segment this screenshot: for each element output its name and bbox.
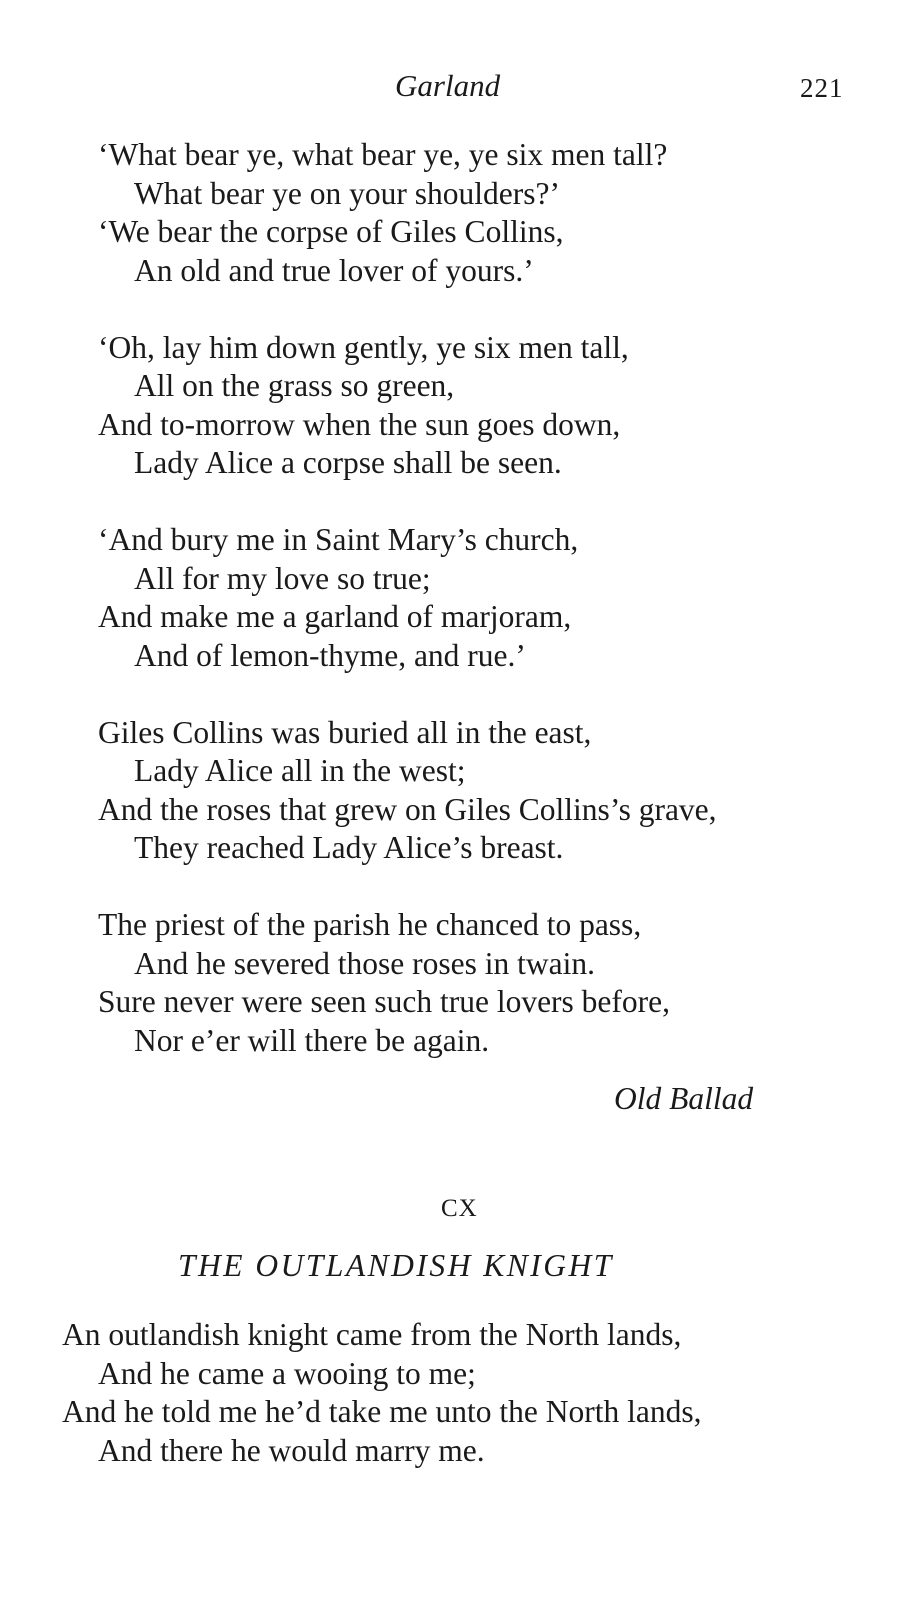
- stanza: [62, 1316, 892, 1470]
- verse-line: And he told me he’d take me unto the North lands,: [62, 1394, 702, 1429]
- verse-line: And he severed those roses in twain.: [134, 945, 596, 981]
- section-number: CX: [441, 1195, 478, 1222]
- stanza: [98, 906, 888, 1060]
- running-head: [0, 66, 918, 106]
- verse-line: ‘What bear ye, what bear ye, ye six men tall?: [98, 137, 668, 172]
- verse-line: Lady Alice a corpse shall be seen.: [134, 445, 562, 480]
- verse-line: All on the grass so green,: [134, 368, 455, 403]
- verse-line: And there he would marry me.: [98, 1432, 485, 1468]
- verse-line: They reached Lady Alice’s breast.: [134, 830, 564, 865]
- verse-line: And to-morrow when the sun goes down,: [98, 406, 621, 442]
- verse-line: An old and true lover of yours.’: [134, 252, 534, 288]
- verse-line: And of lemon-thyme, and rue.’: [134, 637, 526, 673]
- verse-line: Giles Collins was buried all in the east,: [98, 714, 592, 750]
- verse-line: All for my love so true;: [134, 560, 431, 596]
- stanza: [98, 136, 888, 290]
- stanza: [98, 714, 888, 868]
- verse-line: ‘Oh, lay him down gently, ye six men tall,: [98, 329, 629, 365]
- stanza: [98, 329, 888, 483]
- verse-line: ‘We bear the corpse of Giles Collins,: [98, 214, 564, 249]
- page-number: 221: [800, 73, 844, 103]
- verse-line: And he came a wooing to me;: [98, 1355, 476, 1391]
- verse-line: What bear ye on your shoulders?’: [134, 175, 560, 211]
- verse-line: And make me a garland of marjoram,: [98, 599, 572, 634]
- stanza: [98, 521, 888, 675]
- poem-attribution: Old Ballad: [614, 1081, 754, 1116]
- verse-line: And the roses that grew on Giles Collins’s grave,: [98, 791, 717, 827]
- verse-line: Lady Alice all in the west;: [134, 753, 466, 788]
- verse-line: The priest of the parish he chanced to pass,: [98, 907, 642, 942]
- section-title: THE OUTLANDISH KNIGHT: [178, 1248, 614, 1283]
- running-title: Garland: [395, 68, 501, 103]
- verse-line: Sure never were seen such true lovers before,: [98, 984, 670, 1019]
- verse-line: ‘And bury me in Saint Mary’s church,: [98, 522, 579, 557]
- verse-line: Nor e’er will there be again.: [134, 1022, 490, 1058]
- poem-body: [98, 136, 888, 1099]
- verse-line: An outlandish knight came from the North lands,: [62, 1317, 682, 1352]
- poem-body: [62, 1316, 892, 1509]
